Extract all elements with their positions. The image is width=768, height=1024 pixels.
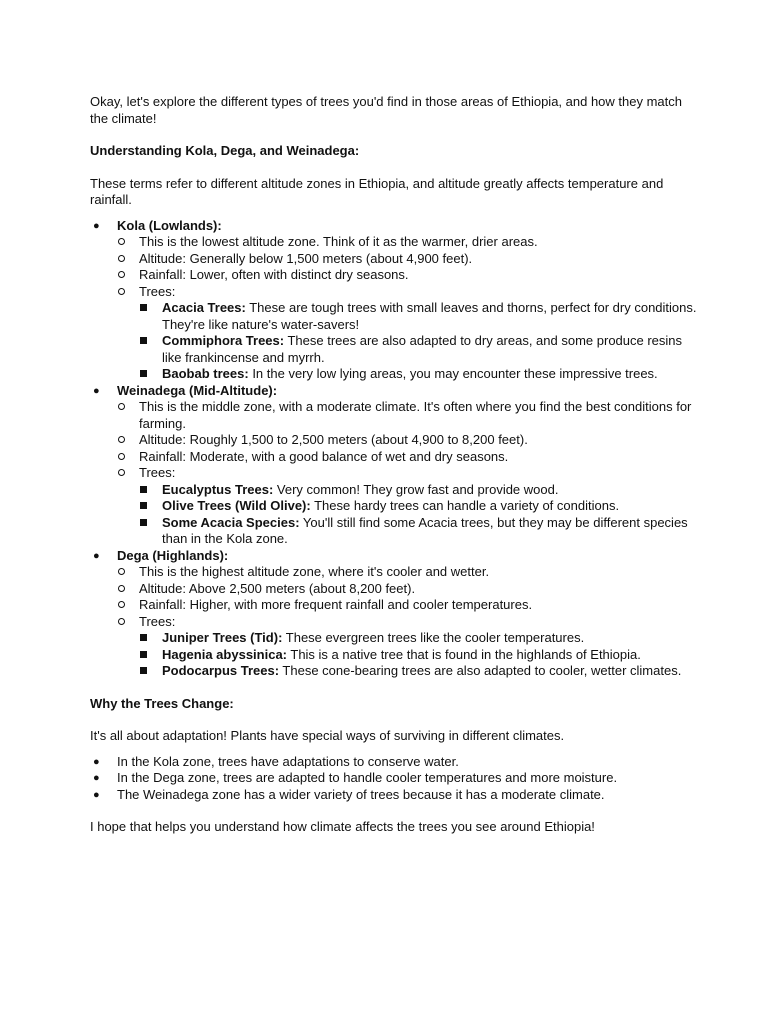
- intro-paragraph: Okay, let's explore the different types of trees you'd find in those areas of Ethiopia, and how they match the climate!: [90, 94, 682, 126]
- tree-item: [139, 630, 698, 647]
- list-item-text: In the Kola zone, trees have adaptations to conserve water.: [117, 753, 459, 769]
- circle-bullet-icon: [118, 288, 125, 295]
- zone-detail-list: [117, 399, 698, 548]
- zone-detail-list: [117, 564, 698, 680]
- tree-item: [139, 647, 698, 664]
- circle-bullet-icon: [118, 601, 125, 608]
- tree-item: [139, 663, 698, 680]
- tree-name: Juniper Trees (Tid):: [162, 630, 283, 645]
- bullet-icon: ●: [93, 219, 100, 232]
- list-item: [90, 787, 698, 804]
- list-item: [117, 465, 698, 548]
- tree-item: [139, 300, 698, 333]
- circle-bullet-icon: [118, 436, 125, 443]
- section-heading-why: Why the Trees Change:: [90, 695, 234, 711]
- list-item: [117, 449, 698, 466]
- tree-desc: You'll still find some Acacia trees, but they may be different species than in the Kola zone.: [162, 514, 688, 546]
- zone-item-weinadega: [90, 383, 698, 548]
- square-bullet-icon: [140, 651, 147, 658]
- tree-name: Podocarpus Trees:: [162, 663, 280, 678]
- tree-name: Olive Trees (Wild Olive):: [162, 498, 311, 513]
- tree-name: Eucalyptus Trees:: [162, 481, 274, 497]
- square-bullet-icon: [140, 634, 147, 641]
- tree-item: [139, 515, 698, 548]
- trees-label: Trees:: [139, 613, 176, 629]
- list-item: [117, 251, 698, 268]
- list-item-text: This is the middle zone, with a moderate climate. It's often where you find the best conditions for farming.: [139, 399, 692, 431]
- list-item: [117, 432, 698, 449]
- square-bullet-icon: [140, 304, 147, 311]
- square-bullet-icon: [140, 667, 147, 674]
- circle-bullet-icon: [118, 271, 125, 278]
- tree-desc: These evergreen trees like the cooler temperatures.: [282, 630, 585, 645]
- closing-paragraph: I hope that helps you understand how climate affects the trees you see around Ethiopia!: [90, 819, 595, 834]
- tree-name: Hagenia abyssinica:: [162, 646, 287, 662]
- list-item: [117, 564, 698, 581]
- section-heading-zones: Understanding Kola, Dega, and Weinadega:: [90, 143, 360, 158]
- tree-item: [139, 482, 698, 499]
- list-item-text: In the Dega zone, trees are adapted to handle cooler temperatures and more moisture.: [117, 770, 618, 785]
- bullet-icon: ●: [93, 755, 100, 768]
- list-item: [117, 234, 698, 251]
- square-bullet-icon: [140, 486, 147, 493]
- tree-list: [139, 630, 698, 680]
- tree-desc: This is a native tree that is found in the highlands of Ethiopia.: [287, 646, 641, 662]
- tree-desc: These trees are also adapted to dry areas, and some produce resins like frankincense and myrrh.: [162, 333, 683, 365]
- circle-bullet-icon: [118, 568, 125, 575]
- list-item-text: Rainfall: Moderate, with a good balance of wet and dry seasons.: [139, 448, 509, 464]
- bullet-icon: ●: [93, 549, 100, 562]
- list-item: [117, 597, 698, 614]
- trees-label: Trees:: [139, 283, 176, 299]
- tree-desc: These are tough trees with small leaves and thorns, perfect for dry conditions. They're like nature's water-savers!: [162, 300, 697, 332]
- circle-bullet-icon: [118, 585, 125, 592]
- square-bullet-icon: [140, 519, 147, 526]
- list-item: [90, 754, 698, 771]
- zone-list: [90, 218, 698, 680]
- list-item: [117, 267, 698, 284]
- list-item-text: Rainfall: Lower, often with distinct dry seasons.: [139, 267, 409, 282]
- list-item-text: Altitude: Roughly 1,500 to 2,500 meters (about 4,900 to 8,200 feet).: [139, 432, 528, 447]
- list-item-text: This is the highest altitude zone, where it's cooler and wetter.: [139, 564, 490, 579]
- list-item: [90, 770, 698, 787]
- tree-list: [139, 300, 698, 383]
- tree-item: [139, 498, 698, 515]
- section-paragraph-zones: These terms refer to different altitude zones in Ethiopia, and altitude greatly affects temperature and rainfall.: [90, 175, 664, 207]
- list-item: [117, 614, 698, 680]
- tree-desc: In the very low lying areas, you may encounter these impressive trees.: [248, 366, 658, 381]
- square-bullet-icon: [140, 337, 147, 344]
- zone-title: Dega (Highlands):: [117, 547, 229, 563]
- square-bullet-icon: [140, 370, 147, 377]
- bullet-icon: ●: [93, 772, 100, 784]
- list-item-text: The Weinadega zone has a wider variety of trees because it has a moderate climate.: [117, 786, 605, 802]
- list-item: [117, 581, 698, 598]
- circle-bullet-icon: [118, 255, 125, 262]
- zone-title: Kola (Lowlands):: [117, 217, 222, 233]
- tree-name: Baobab trees:: [162, 366, 249, 381]
- zone-detail-list: [117, 234, 698, 383]
- tree-name: Some Acacia Species:: [162, 514, 300, 530]
- circle-bullet-icon: [118, 469, 125, 476]
- section-paragraph-why: It's all about adaptation! Plants have special ways of surviving in different climates.: [90, 728, 565, 743]
- list-item-text: Rainfall: Higher, with more frequent rainfall and cooler temperatures.: [139, 597, 533, 612]
- tree-desc: Very common! They grow fast and provide wood.: [273, 481, 559, 497]
- list-item: [117, 399, 698, 432]
- tree-desc: These hardy trees can handle a variety of conditions.: [310, 498, 620, 513]
- square-bullet-icon: [140, 502, 147, 509]
- tree-desc: These cone-bearing trees are also adapted to cooler, wetter climates.: [279, 663, 682, 678]
- tree-name: Acacia Trees:: [162, 300, 246, 315]
- why-list: [90, 754, 698, 804]
- trees-label: Trees:: [139, 465, 176, 480]
- list-item-text: Altitude: Generally below 1,500 meters (about 4,900 feet).: [139, 250, 473, 266]
- zone-item-kola: [90, 218, 698, 383]
- tree-item: [139, 366, 698, 383]
- tree-name: Commiphora Trees:: [162, 333, 285, 348]
- bullet-icon: ●: [93, 788, 100, 801]
- bullet-icon: ●: [93, 384, 100, 397]
- circle-bullet-icon: [118, 453, 125, 460]
- zone-title: Weinadega (Mid-Altitude):: [117, 382, 278, 398]
- list-item: [117, 284, 698, 383]
- tree-item: [139, 333, 698, 366]
- tree-list: [139, 482, 698, 548]
- list-item-text: This is the lowest altitude zone. Think of it as the warmer, drier areas.: [139, 234, 538, 249]
- list-item-text: Altitude: Above 2,500 meters (about 8,200 feet).: [139, 580, 416, 596]
- circle-bullet-icon: [118, 403, 125, 410]
- zone-item-dega: [90, 548, 698, 680]
- circle-bullet-icon: [118, 238, 125, 245]
- circle-bullet-icon: [118, 618, 125, 625]
